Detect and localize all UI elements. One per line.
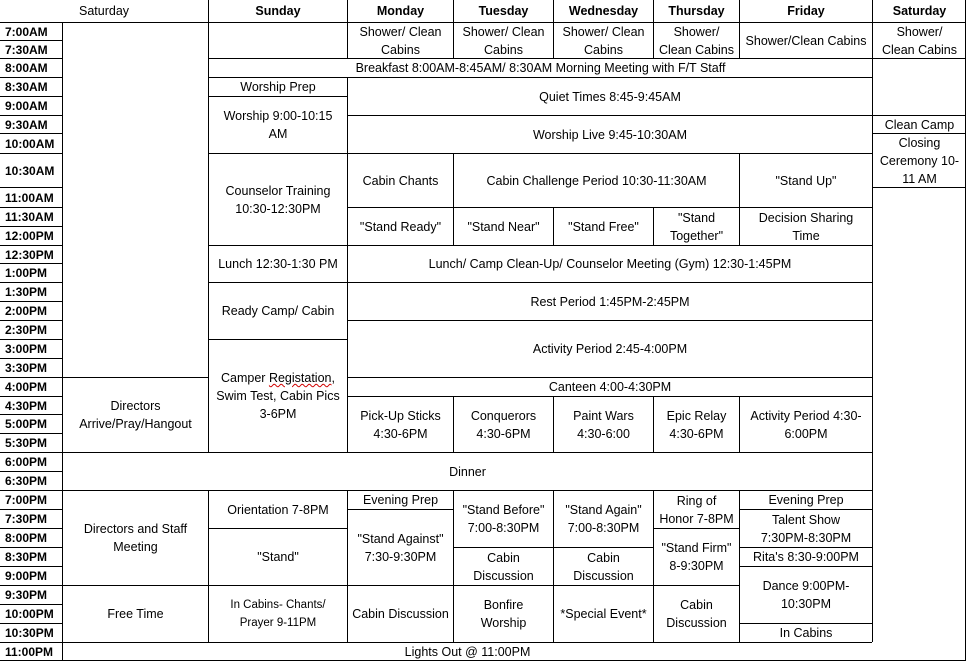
event-cabin-discussion-thursday: Cabin Discussion bbox=[653, 585, 739, 642]
event-stand-before: "Stand Before" 7:00-8:30PM bbox=[453, 490, 553, 547]
event-sunday-lunch: Lunch 12:30-1:30 PM bbox=[208, 245, 347, 282]
time-label: 7:30AM bbox=[0, 40, 62, 58]
event-cabin-chants: Cabin Chants bbox=[347, 153, 453, 207]
event-special-event: *Special Event* bbox=[553, 585, 653, 642]
time-label: 8:30AM bbox=[0, 77, 62, 96]
camper-registration-suffix: , Swim Test, Cabin Pics 3-6PM bbox=[216, 371, 340, 421]
event-in-cabins-chants: In Cabins- Chants/ Prayer 9-11PM bbox=[208, 585, 347, 642]
event-worship-live: Worship Live 9:45-10:30AM bbox=[347, 115, 872, 153]
event-quiet-times: Quiet Times 8:45-9:45AM bbox=[347, 77, 872, 115]
event-lights-out: Lights Out @ 11:00PM bbox=[62, 642, 872, 661]
event-epic-relay: Epic Relay 4:30-6PM bbox=[653, 396, 739, 452]
event-sunday-worship: Worship 9:00-10:15 AM bbox=[208, 96, 347, 153]
event-shower-friday: Shower/Clean Cabins bbox=[739, 22, 872, 58]
event-free-time: Free Time bbox=[62, 585, 208, 642]
event-stand-up: "Stand Up" bbox=[739, 153, 872, 207]
time-label: 5:00PM bbox=[0, 414, 62, 433]
event-camper-registration bbox=[208, 339, 347, 452]
event-directors-arrive: Directors Arrive/Pray/Hangout bbox=[62, 377, 208, 452]
event-cabin-discussion-monday: Cabin Discussion bbox=[347, 585, 453, 642]
time-label: 10:00PM bbox=[0, 604, 62, 623]
event-closing-ceremony: Closing Ceremony 10- 11 AM bbox=[872, 133, 966, 187]
time-label: 7:30PM bbox=[0, 509, 62, 528]
event-stand-near: "Stand Near" bbox=[453, 207, 553, 245]
time-label: 8:00PM bbox=[0, 528, 62, 547]
camper-registration-misspelled-word: Registation bbox=[268, 371, 332, 385]
time-label: 8:00AM bbox=[0, 58, 62, 77]
time-label: 12:30PM bbox=[0, 245, 62, 263]
time-label: 10:30AM bbox=[0, 153, 62, 187]
event-talent-show: Talent Show 7:30PM-8:30PM bbox=[739, 509, 872, 547]
saturday-last-empty-afternoon bbox=[872, 187, 966, 642]
saturday-last-empty-breakfast bbox=[872, 58, 966, 115]
time-label: 11:30AM bbox=[0, 207, 62, 226]
header-friday: Friday bbox=[739, 0, 872, 22]
time-label: 9:00PM bbox=[0, 566, 62, 585]
header-wednesday: Wednesday bbox=[553, 0, 653, 22]
time-label: 12:00PM bbox=[0, 226, 62, 245]
time-label: 10:00AM bbox=[0, 133, 62, 153]
header-sunday: Sunday bbox=[208, 0, 347, 22]
header-saturday-last: Saturday bbox=[872, 0, 966, 22]
time-label: 9:30PM bbox=[0, 585, 62, 604]
time-label: 2:00PM bbox=[0, 301, 62, 320]
event-clean-camp: Clean Camp bbox=[872, 115, 966, 133]
time-label: 3:00PM bbox=[0, 339, 62, 358]
event-ring-of-honor: Ring of Honor 7-8PM bbox=[653, 490, 739, 528]
time-label: 6:00PM bbox=[0, 452, 62, 471]
saturday-empty-morning bbox=[62, 22, 208, 377]
event-friday-activity-period: Activity Period 4:30- 6:00PM bbox=[739, 396, 872, 452]
time-label: 1:30PM bbox=[0, 282, 62, 301]
event-pickup-sticks: Pick-Up Sticks 4:30-6PM bbox=[347, 396, 453, 452]
event-paint-wars: Paint Wars 4:30-6:00 bbox=[553, 396, 653, 452]
event-stand-against: "Stand Against" 7:30-9:30PM bbox=[347, 509, 453, 585]
sunday-empty-early bbox=[208, 22, 347, 58]
event-decision-sharing: Decision Sharing Time bbox=[739, 207, 872, 245]
event-shower-wednesday: Shower/ Clean Cabins bbox=[553, 22, 653, 58]
time-label: 7:00AM bbox=[0, 22, 62, 40]
event-stand-ready: "Stand Ready" bbox=[347, 207, 453, 245]
header-monday: Monday bbox=[347, 0, 453, 22]
event-canteen: Canteen 4:00-4:30PM bbox=[347, 377, 872, 396]
event-evening-prep-monday: Evening Prep bbox=[347, 490, 453, 509]
camper-registration-text bbox=[216, 369, 339, 423]
time-label: 10:30PM bbox=[0, 623, 62, 642]
event-dinner: Dinner bbox=[62, 452, 872, 490]
event-stand-free: "Stand Free" bbox=[553, 207, 653, 245]
time-label: 11:00PM bbox=[0, 642, 62, 661]
time-label: 4:00PM bbox=[0, 377, 62, 396]
event-shower-monday: Shower/ Clean Cabins bbox=[347, 22, 453, 58]
time-label: 4:30PM bbox=[0, 396, 62, 414]
event-ritas: Rita's 8:30-9:00PM bbox=[739, 547, 872, 566]
event-stand-again: "Stand Again" 7:00-8:30PM bbox=[553, 490, 653, 547]
time-label: 1:00PM bbox=[0, 263, 62, 282]
time-label: 9:00AM bbox=[0, 96, 62, 115]
event-breakfast: Breakfast 8:00AM-8:45AM/ 8:30AM Morning Meeting with F/T Staff bbox=[208, 58, 872, 77]
event-shower-thursday: Shower/ Clean Cabins bbox=[653, 22, 739, 58]
header-saturday-first: Saturday bbox=[0, 0, 208, 22]
event-stand-firm: "Stand Firm" 8-9:30PM bbox=[653, 528, 739, 585]
time-label: 9:30AM bbox=[0, 115, 62, 133]
event-worship-prep: Worship Prep bbox=[208, 77, 347, 96]
event-ready-camp: Ready Camp/ Cabin bbox=[208, 282, 347, 339]
time-label: 5:30PM bbox=[0, 433, 62, 452]
event-cabin-discussion-tuesday: Cabin Discussion bbox=[453, 547, 553, 585]
event-orientation: Orientation 7-8PM bbox=[208, 490, 347, 528]
event-cabin-discussion-wednesday: Cabin Discussion bbox=[553, 547, 653, 585]
time-label: 11:00AM bbox=[0, 187, 62, 207]
time-label: 6:30PM bbox=[0, 471, 62, 490]
event-directors-staff-meeting: Directors and Staff Meeting bbox=[62, 490, 208, 585]
event-stand-sunday: "Stand" bbox=[208, 528, 347, 585]
time-label: 7:00PM bbox=[0, 490, 62, 509]
event-in-cabins-friday: In Cabins bbox=[739, 623, 872, 642]
time-label: 3:30PM bbox=[0, 358, 62, 377]
event-shower-saturday: Shower/ Clean Cabins bbox=[872, 22, 966, 58]
event-dance: Dance 9:00PM- 10:30PM bbox=[739, 566, 872, 623]
time-label: 8:30PM bbox=[0, 547, 62, 566]
event-counselor-training: Counselor Training 10:30-12:30PM bbox=[208, 153, 347, 245]
event-rest-period: Rest Period 1:45PM-2:45PM bbox=[347, 282, 872, 320]
header-tuesday: Tuesday bbox=[453, 0, 553, 22]
event-shower-tuesday: Shower/ Clean Cabins bbox=[453, 22, 553, 58]
time-label: 2:30PM bbox=[0, 320, 62, 339]
event-activity-period: Activity Period 2:45-4:00PM bbox=[347, 320, 872, 377]
camper-registration-prefix: Camper bbox=[221, 371, 269, 385]
event-conquerors: Conquerors 4:30-6PM bbox=[453, 396, 553, 452]
header-thursday: Thursday bbox=[653, 0, 739, 22]
event-cabin-challenge: Cabin Challenge Period 10:30-11:30AM bbox=[453, 153, 739, 207]
event-lunch-cleanup: Lunch/ Camp Clean-Up/ Counselor Meeting (Gym) 12:30-1:45PM bbox=[347, 245, 872, 282]
event-stand-together: "Stand Together" bbox=[653, 207, 739, 245]
event-evening-prep-friday: Evening Prep bbox=[739, 490, 872, 509]
event-bonfire-worship: Bonfire Worship bbox=[453, 585, 553, 642]
